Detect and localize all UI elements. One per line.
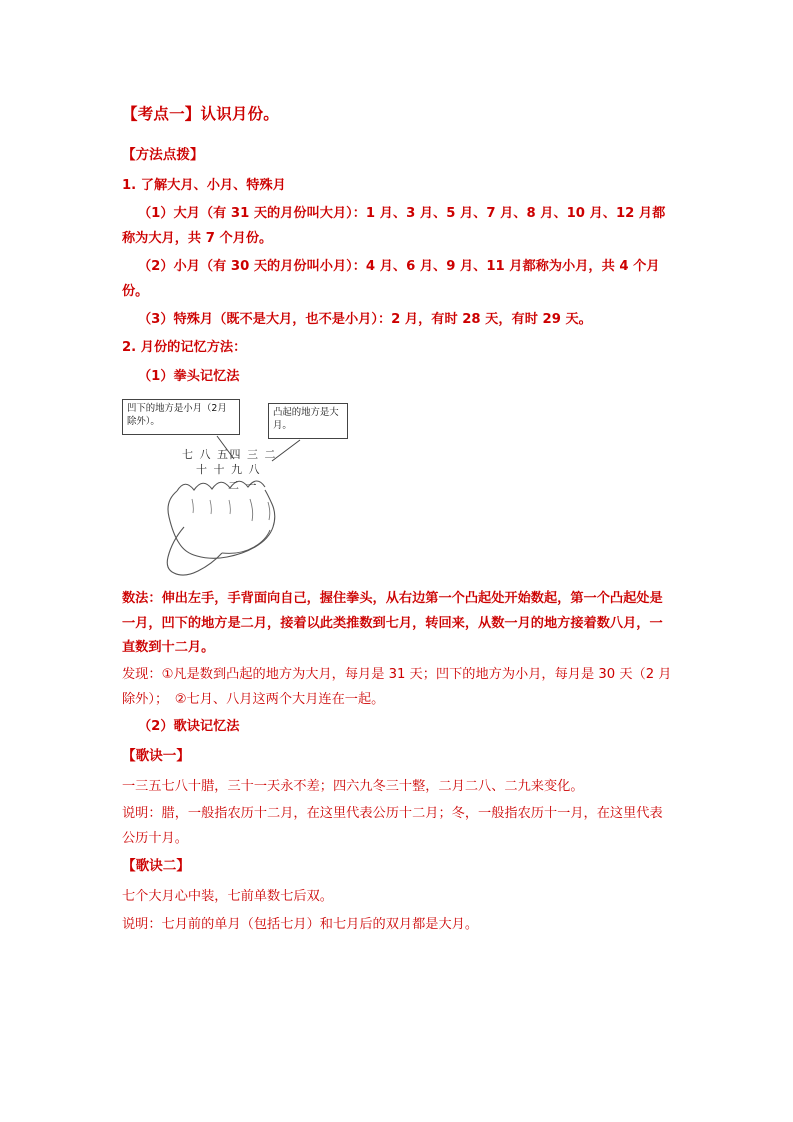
finding-label: 发现：	[122, 667, 162, 683]
section-method-title: 【方法点拨】	[122, 146, 204, 163]
knuckle-row-2: 十 十 九 八	[196, 463, 261, 477]
knuckle-row-1: 七 八 五四 三 二	[182, 448, 277, 462]
item1-title: 1. 了解大月、小月、特殊月	[122, 177, 286, 193]
fist-memory-figure	[122, 399, 674, 579]
finding-paragraph	[122, 663, 674, 712]
item1-major-months: （1）大月（有 31 天的月份叫大月）：1 月、3 月、5 月、7 月、8 月、10 月、12 月都称为大月，共 7 个月份。	[122, 206, 666, 246]
item2-song-method: （2）歌诀记忆法	[138, 719, 240, 735]
item2-title: 2. 月份的记忆方法：	[122, 340, 247, 356]
song2-text: 七个大月心中装，七前单数七后双。	[122, 889, 333, 905]
page-title: 【考点一】认识月份。	[122, 105, 280, 123]
song1-note: 说明：腊，一般指农历十二月，在这里代表公历十二月；冬，一般指农历十一月，在这里代表公历十月。	[122, 806, 663, 846]
song2-note: 说明：七月前的单月（包括七月）和七月后的双月都是大月。	[122, 916, 479, 932]
song1-text: 一三五七八十腊，三十一天永不差；四六九冬三十整，二月二八、二九来变化。	[122, 778, 584, 794]
item2-fist-method: （1）拳头记忆法	[138, 368, 240, 384]
document-body	[122, 100, 674, 937]
song1-title: 【歌诀一】	[122, 747, 190, 764]
knuckle-month-labels	[182, 445, 382, 501]
knuckle-row-3: 二 一	[228, 479, 258, 493]
finding-text: ①凡是数到凸起的地方为大月，每月是 31 天；凹下的地方为小月，每月是 30 天（2 月除外）； ②七月、八月这两个大月连在一起。	[122, 667, 672, 707]
count-method-paragraph	[122, 587, 674, 660]
count-method-label: 数法：	[122, 591, 162, 607]
count-method-text: 伸出左手，手背面向自己，握住拳头，从右边第一个凸起处开始数起，第一个凸起处是一月，凹下的地方是二月，接着以此类推数到七月，转回来，从数一月的地方接着数八月，一直数到十二月。	[122, 591, 663, 656]
item1-special-month: （3）特殊月（既不是大月，也不是小月）：2 月，有时 28 天，有时 29 天。	[138, 311, 592, 327]
song2-title: 【歌诀二】	[122, 858, 190, 875]
callout-concave-note: 凹下的地方是小月（2月除外）。	[122, 399, 240, 435]
callout-convex-note: 凸起的地方是大月。	[268, 403, 348, 439]
item1-minor-months: （2）小月（有 30 天的月份叫小月）：4 月、6 月、9 月、11 月都称为小月，共 4 个月份。	[122, 259, 660, 299]
